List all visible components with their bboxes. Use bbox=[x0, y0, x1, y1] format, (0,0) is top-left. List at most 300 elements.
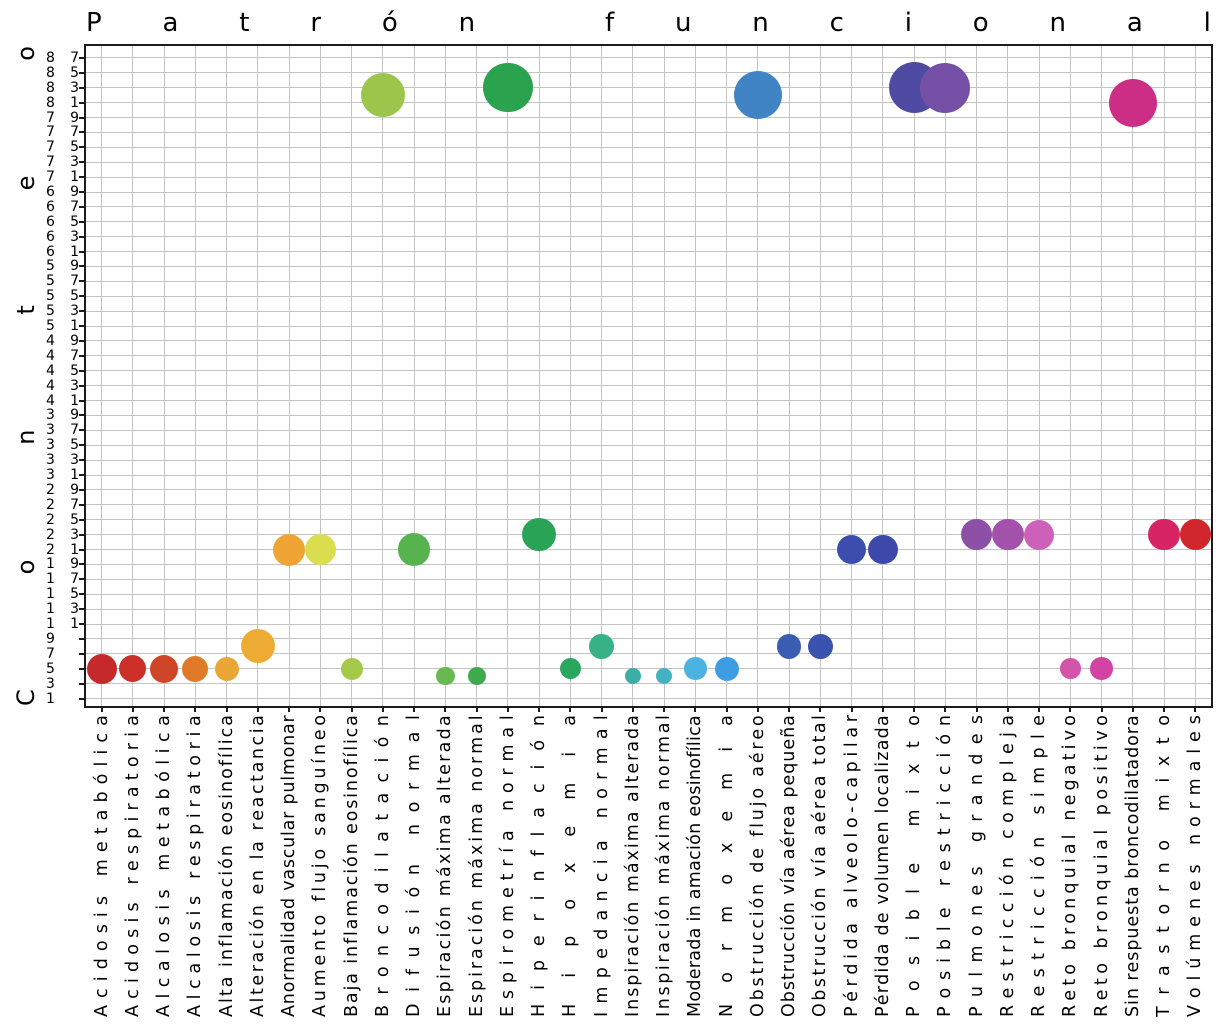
data-bubble bbox=[182, 656, 208, 682]
char: r bbox=[185, 742, 206, 750]
gridline-vertical bbox=[1195, 46, 1196, 706]
char: i bbox=[591, 859, 612, 865]
char: n bbox=[622, 901, 643, 913]
gridline-horizontal bbox=[86, 609, 1211, 610]
char: e bbox=[779, 816, 800, 828]
char: n bbox=[752, 8, 769, 38]
char: c bbox=[997, 918, 1018, 929]
x-tick-mark bbox=[601, 707, 603, 712]
char: v bbox=[779, 884, 800, 895]
char: i bbox=[341, 958, 362, 964]
data-bubble bbox=[468, 667, 486, 685]
char: l bbox=[372, 852, 393, 858]
char: i bbox=[779, 925, 800, 931]
char bbox=[536, 8, 544, 38]
char: l bbox=[154, 759, 175, 765]
char: o bbox=[654, 765, 675, 777]
char: í bbox=[779, 878, 800, 884]
gridline-horizontal bbox=[86, 102, 1211, 103]
char: u bbox=[747, 943, 768, 955]
char: I bbox=[591, 1011, 612, 1017]
char: e bbox=[685, 805, 706, 817]
x-axis-label-18 bbox=[622, 715, 644, 1017]
char: á bbox=[654, 854, 675, 865]
char: a bbox=[529, 806, 550, 818]
char: n bbox=[372, 944, 393, 957]
char: s bbox=[935, 843, 956, 853]
char: e bbox=[1185, 880, 1206, 892]
char: d bbox=[841, 963, 862, 975]
char: t bbox=[247, 774, 268, 782]
char: n bbox=[966, 904, 987, 917]
char: d bbox=[91, 958, 112, 970]
char: r bbox=[1154, 987, 1175, 995]
gridline-horizontal bbox=[86, 117, 1211, 118]
char: o bbox=[1091, 910, 1112, 922]
gridline-horizontal bbox=[86, 489, 1211, 490]
char: o bbox=[560, 899, 581, 910]
char: 3 bbox=[70, 601, 79, 618]
char: N bbox=[716, 1003, 737, 1017]
gridline-horizontal bbox=[86, 370, 1211, 371]
char: f bbox=[685, 751, 706, 758]
char: o bbox=[185, 935, 206, 947]
char: r bbox=[435, 754, 456, 762]
char: á bbox=[466, 857, 487, 869]
char: u bbox=[872, 863, 893, 875]
char: A bbox=[122, 1005, 143, 1017]
char: d bbox=[122, 960, 143, 972]
chart-title bbox=[86, 4, 1211, 42]
data-bubble bbox=[1180, 519, 1211, 550]
char: a bbox=[1091, 839, 1112, 850]
y-tick-mark bbox=[79, 385, 84, 387]
char: o bbox=[1154, 840, 1175, 851]
char: i bbox=[560, 751, 581, 757]
char bbox=[684, 817, 706, 823]
char: o bbox=[716, 874, 737, 885]
gridline-vertical bbox=[101, 46, 102, 706]
char: t bbox=[122, 773, 143, 781]
char: m bbox=[1185, 933, 1206, 951]
char: 9 bbox=[46, 630, 55, 647]
char: 1 bbox=[70, 616, 79, 633]
char: r bbox=[279, 715, 300, 723]
char: n bbox=[779, 902, 800, 914]
char bbox=[434, 806, 456, 812]
char: i bbox=[622, 967, 643, 973]
gridline-vertical bbox=[695, 46, 696, 706]
y-tick-mark bbox=[79, 653, 84, 655]
char: c bbox=[372, 925, 393, 935]
char: m bbox=[154, 853, 175, 871]
char: 9 bbox=[70, 109, 79, 126]
char: 7 bbox=[46, 645, 55, 662]
x-axis-label-2 bbox=[122, 715, 144, 1017]
data-bubble bbox=[868, 535, 897, 564]
char: e bbox=[435, 764, 456, 775]
char: 5 bbox=[70, 213, 79, 230]
char: o bbox=[904, 715, 925, 726]
char: i bbox=[435, 932, 456, 938]
char bbox=[341, 966, 363, 972]
char: i bbox=[904, 935, 925, 941]
y-tick-mark bbox=[79, 325, 84, 327]
char: a bbox=[1122, 886, 1143, 897]
char: i bbox=[247, 932, 268, 937]
char: n bbox=[341, 945, 362, 958]
y-tick-mark bbox=[79, 683, 84, 685]
char: m bbox=[622, 824, 643, 842]
char: a bbox=[279, 819, 300, 831]
char: o bbox=[310, 715, 331, 726]
char: a bbox=[435, 715, 456, 727]
char: l bbox=[622, 784, 643, 790]
char: m bbox=[904, 809, 925, 827]
y-tick-mark bbox=[79, 161, 84, 163]
char: i bbox=[1060, 858, 1081, 864]
char: ú bbox=[1185, 957, 1206, 969]
char: s bbox=[779, 981, 800, 991]
char: l bbox=[1029, 734, 1050, 740]
char: m bbox=[716, 772, 737, 790]
char: c bbox=[341, 727, 362, 738]
char: r bbox=[810, 959, 831, 967]
char: n bbox=[404, 823, 425, 836]
char: u bbox=[279, 781, 300, 793]
char: i bbox=[341, 792, 362, 798]
char: l bbox=[1185, 748, 1206, 754]
y-tick-mark bbox=[79, 131, 84, 133]
char: u bbox=[1060, 867, 1081, 879]
char: o bbox=[216, 812, 237, 823]
char: r bbox=[966, 814, 987, 822]
char: m bbox=[872, 845, 893, 863]
char: x bbox=[466, 844, 487, 856]
char: n bbox=[591, 807, 612, 819]
char: 1 bbox=[70, 392, 79, 409]
char: a bbox=[622, 740, 643, 752]
char: I bbox=[622, 1011, 643, 1017]
char: a bbox=[1122, 758, 1143, 770]
char: n bbox=[529, 715, 550, 727]
char: e bbox=[1060, 794, 1081, 806]
gridline-horizontal bbox=[86, 624, 1211, 625]
gridline-horizontal bbox=[86, 87, 1211, 88]
char: a bbox=[341, 918, 362, 930]
char: r bbox=[466, 756, 487, 765]
char: g bbox=[966, 831, 987, 843]
char: s bbox=[497, 989, 518, 1000]
y-tick-mark bbox=[79, 72, 84, 74]
char: i bbox=[841, 954, 862, 959]
char: o bbox=[966, 925, 987, 937]
char: m bbox=[1154, 794, 1175, 812]
char: 3 bbox=[70, 526, 79, 543]
data-bubble bbox=[215, 657, 239, 681]
char: e bbox=[122, 860, 143, 872]
char: e bbox=[154, 836, 175, 848]
char: a bbox=[779, 848, 800, 860]
char: 7 bbox=[70, 273, 79, 290]
char: a bbox=[1185, 760, 1206, 772]
char: d bbox=[591, 928, 612, 940]
char: j bbox=[310, 863, 331, 869]
gridline-horizontal bbox=[86, 311, 1211, 312]
y-tick-mark bbox=[79, 459, 84, 461]
char: l bbox=[685, 741, 706, 747]
char: i bbox=[685, 780, 706, 786]
x-axis-label-24 bbox=[809, 715, 831, 1017]
char: í bbox=[310, 758, 331, 764]
data-bubble bbox=[560, 658, 581, 679]
char: r bbox=[529, 914, 550, 922]
char: o bbox=[310, 848, 331, 860]
char: é bbox=[841, 991, 862, 1002]
char: s bbox=[310, 826, 331, 836]
char: a bbox=[654, 942, 675, 953]
char: i bbox=[685, 845, 706, 850]
char: P bbox=[904, 1006, 925, 1017]
char: c bbox=[872, 785, 893, 796]
x-axis-label-3 bbox=[153, 715, 175, 1017]
x-tick-mark bbox=[1038, 707, 1040, 712]
y-tick-mark bbox=[79, 534, 84, 536]
gridline-horizontal bbox=[86, 355, 1211, 356]
x-tick-mark bbox=[632, 707, 634, 712]
char: o bbox=[872, 882, 893, 893]
y-tick-mark bbox=[79, 638, 84, 640]
char: a bbox=[779, 866, 800, 878]
char: 4 bbox=[46, 377, 55, 394]
y-tick-mark bbox=[79, 340, 84, 342]
char: d bbox=[966, 753, 987, 765]
char bbox=[747, 780, 769, 786]
char: s bbox=[904, 955, 925, 965]
x-tick-mark bbox=[913, 707, 915, 712]
char: l bbox=[997, 760, 1018, 766]
char: m bbox=[497, 744, 518, 762]
char: s bbox=[810, 978, 831, 988]
char: ó bbox=[216, 858, 237, 869]
char: n bbox=[1154, 862, 1175, 874]
char: t bbox=[91, 827, 112, 835]
char: r bbox=[1029, 937, 1050, 945]
char: t bbox=[372, 813, 393, 821]
char bbox=[184, 885, 206, 891]
char: a bbox=[154, 960, 175, 972]
y-tick-mark bbox=[79, 310, 84, 312]
char: a bbox=[247, 841, 268, 852]
char bbox=[153, 877, 175, 883]
char: a bbox=[685, 927, 706, 939]
char: á bbox=[435, 866, 456, 877]
char: a bbox=[1060, 843, 1081, 855]
gridline-horizontal bbox=[86, 266, 1211, 267]
char bbox=[934, 894, 956, 900]
char: o bbox=[904, 980, 925, 992]
char: d bbox=[372, 882, 393, 894]
char: a bbox=[341, 992, 362, 1004]
char: i bbox=[622, 843, 643, 849]
char: 7 bbox=[70, 198, 79, 215]
char: v bbox=[1091, 730, 1112, 741]
char: a bbox=[810, 775, 831, 787]
char: o bbox=[872, 796, 893, 808]
char: i bbox=[435, 846, 456, 852]
char: n bbox=[247, 905, 268, 917]
char: i bbox=[685, 916, 706, 922]
char: é bbox=[810, 811, 831, 823]
gridline-horizontal bbox=[86, 579, 1211, 580]
char: a bbox=[341, 715, 362, 726]
char bbox=[1122, 880, 1144, 886]
char: o bbox=[310, 914, 331, 926]
x-tick-mark bbox=[319, 707, 321, 712]
char: n bbox=[1185, 898, 1206, 910]
char: t bbox=[935, 828, 956, 836]
char: x bbox=[904, 763, 925, 774]
char: p bbox=[185, 823, 206, 835]
char: i bbox=[997, 934, 1018, 940]
char: e bbox=[529, 935, 550, 947]
char: 6 bbox=[46, 198, 55, 215]
char: q bbox=[779, 762, 800, 774]
char: 3 bbox=[46, 467, 55, 484]
char: i bbox=[685, 736, 706, 742]
gridline-vertical bbox=[882, 46, 883, 706]
char: o bbox=[497, 928, 518, 940]
char: r bbox=[1122, 973, 1143, 981]
char bbox=[91, 883, 113, 889]
char bbox=[872, 906, 894, 912]
char: v bbox=[1060, 730, 1081, 741]
char: 3 bbox=[70, 154, 79, 171]
char: m bbox=[560, 782, 581, 800]
char: s bbox=[154, 889, 175, 899]
x-tick-mark bbox=[944, 707, 946, 712]
char: a bbox=[685, 950, 706, 961]
char: v bbox=[841, 872, 862, 884]
char: u bbox=[966, 986, 987, 998]
x-axis-label-6 bbox=[247, 715, 269, 1017]
char: a bbox=[122, 786, 143, 798]
data-bubble bbox=[1024, 520, 1054, 550]
char: i bbox=[654, 833, 675, 839]
y-tick-mark bbox=[79, 206, 84, 208]
char: c bbox=[935, 783, 956, 793]
char bbox=[684, 922, 706, 928]
gridline-vertical bbox=[1164, 46, 1165, 706]
char: ó bbox=[466, 914, 487, 925]
char: n bbox=[1185, 833, 1206, 845]
char: i bbox=[435, 974, 456, 979]
char: o bbox=[122, 756, 143, 768]
y-tick-mark bbox=[79, 87, 84, 89]
char: r bbox=[1154, 884, 1175, 893]
gridline-horizontal bbox=[86, 132, 1211, 133]
char: n bbox=[279, 993, 300, 1005]
char: 9 bbox=[70, 556, 79, 573]
char: r bbox=[654, 955, 675, 963]
char bbox=[1091, 820, 1113, 826]
char: n bbox=[310, 797, 331, 809]
char: 7 bbox=[46, 169, 55, 186]
gridline-horizontal bbox=[86, 57, 1211, 58]
char: n bbox=[872, 821, 893, 833]
x-tick-mark bbox=[413, 707, 415, 712]
x-tick-mark bbox=[288, 707, 290, 712]
x-tick-mark bbox=[882, 707, 884, 712]
char: s bbox=[1185, 715, 1206, 725]
char: i bbox=[341, 868, 362, 874]
char: m bbox=[435, 879, 456, 897]
char: a bbox=[372, 831, 393, 842]
char: 1 bbox=[46, 571, 55, 588]
char: m bbox=[466, 871, 487, 889]
x-tick-mark bbox=[1007, 707, 1009, 712]
char: i bbox=[466, 972, 487, 977]
gridline-vertical bbox=[195, 46, 196, 706]
gridline-horizontal bbox=[86, 668, 1211, 669]
char: a bbox=[779, 715, 800, 726]
char: n bbox=[310, 939, 331, 952]
char: 5 bbox=[46, 318, 55, 335]
char bbox=[809, 879, 831, 885]
char: n bbox=[1029, 836, 1050, 848]
char: m bbox=[997, 788, 1018, 806]
char: 4 bbox=[46, 362, 55, 379]
char: 1 bbox=[46, 690, 55, 707]
char: r bbox=[716, 943, 737, 952]
char: n bbox=[466, 780, 487, 792]
char: 3 bbox=[46, 437, 55, 454]
char: r bbox=[497, 946, 518, 954]
char: a bbox=[1122, 715, 1143, 727]
char: 3 bbox=[70, 303, 79, 320]
char bbox=[841, 913, 863, 919]
char: R bbox=[1091, 1004, 1112, 1017]
char: o bbox=[685, 758, 706, 769]
gridline-horizontal bbox=[86, 564, 1211, 565]
x-tick-mark bbox=[1132, 707, 1134, 712]
char: a bbox=[310, 812, 331, 823]
char: d bbox=[279, 897, 300, 909]
char: t bbox=[1060, 978, 1081, 986]
y-tick-mark bbox=[79, 280, 84, 282]
char: f bbox=[404, 969, 425, 976]
char: r bbox=[935, 813, 956, 821]
gridline-vertical bbox=[414, 46, 415, 706]
char: t bbox=[1029, 953, 1050, 960]
char bbox=[403, 847, 425, 853]
char: e bbox=[497, 887, 518, 899]
char: o bbox=[1154, 903, 1175, 915]
char: p bbox=[435, 981, 456, 993]
char: t bbox=[810, 735, 831, 743]
x-axis-label-23 bbox=[778, 715, 800, 1017]
char: 7 bbox=[70, 496, 79, 513]
char: l bbox=[872, 808, 893, 814]
gridline-vertical bbox=[539, 46, 540, 706]
char: e bbox=[1060, 989, 1081, 1001]
char: a bbox=[435, 793, 456, 805]
char: i bbox=[122, 732, 143, 737]
char: a bbox=[685, 860, 706, 871]
char: c bbox=[341, 875, 362, 886]
x-axis-label-17 bbox=[591, 715, 613, 1017]
char: r bbox=[841, 715, 862, 723]
